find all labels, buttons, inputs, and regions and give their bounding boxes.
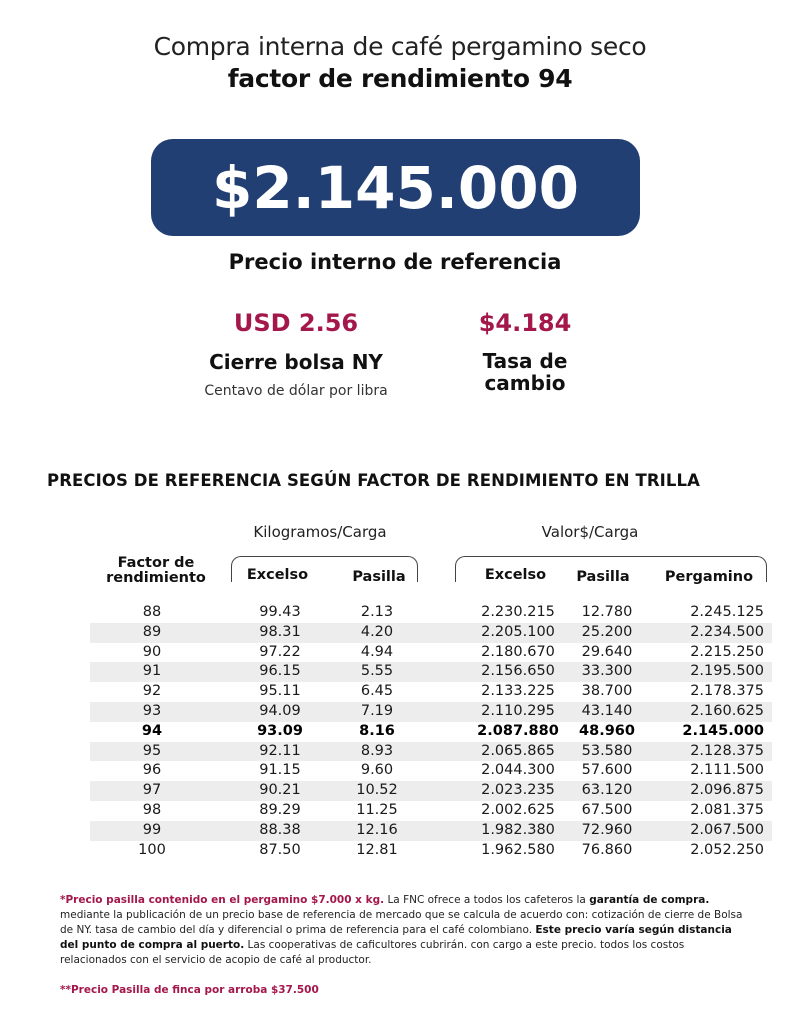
cell-val-pasilla: 25.200 (581, 623, 633, 640)
cell-kg-pasilla: 8.16 (359, 722, 395, 739)
cell-kg-excelso: 92.11 (259, 742, 301, 759)
cell-val-pergamino: 2.128.375 (690, 742, 764, 759)
price-banner (151, 139, 640, 236)
table-section-title: PRECIOS DE REFERENCIA SEGÚN FACTOR DE RENDIMIENTO EN TRILLA (47, 471, 701, 490)
column-header-factor (96, 556, 216, 586)
cell-val-pergamino: 2.052.250 (690, 841, 764, 858)
cell-factor: 88 (142, 604, 162, 620)
cell-val-pasilla: 29.640 (581, 643, 633, 660)
footnote (60, 893, 750, 968)
cell-val-pasilla: 53.580 (581, 742, 633, 759)
cell-kg-excelso: 90.21 (259, 782, 301, 799)
table-row (90, 702, 772, 722)
cell-val-excelso: 1.962.580 (481, 841, 555, 858)
cell-val-excelso: 2.133.225 (481, 683, 555, 700)
cell-kg-pasilla: 4.20 (360, 623, 394, 640)
table-row (90, 623, 772, 643)
cell-kg-pasilla: 9.60 (360, 762, 394, 779)
cell-factor: 90 (142, 643, 162, 660)
cell-factor: 91 (142, 663, 162, 680)
table-row (90, 742, 772, 762)
cell-val-excelso: 2.023.235 (481, 782, 555, 799)
exchange-rate-label-line1: Tasa de (482, 349, 568, 373)
cell-factor: 89 (142, 623, 162, 640)
cell-kg-pasilla: 8.93 (360, 742, 394, 759)
cell-kg-pasilla: 5.55 (360, 663, 394, 680)
footnote-distance: Este precio varía según distancia del punto de compra al puerto. (60, 924, 732, 951)
cell-kg-excelso: 91.15 (259, 762, 301, 779)
cell-val-pergamino: 2.215.250 (690, 643, 764, 660)
cell-kg-excelso: 88.38 (259, 821, 301, 838)
cell-kg-excelso: 97.22 (259, 643, 301, 660)
table-row (90, 761, 772, 781)
price-label: Precio interno de referencia (228, 250, 562, 274)
cell-val-pasilla: 72.960 (581, 821, 633, 838)
cell-val-pergamino: 2.081.375 (690, 801, 764, 818)
cell-kg-excelso: 87.50 (259, 841, 301, 858)
cell-val-pergamino: 2.178.375 (690, 683, 764, 700)
cell-kg-pasilla: 12.81 (356, 841, 398, 858)
cell-factor: 98 (142, 801, 162, 818)
cell-val-excelso: 1.982.380 (481, 821, 555, 838)
exchange-rate-value: $4.184 (478, 309, 572, 337)
cell-kg-pasilla: 11.25 (356, 801, 398, 818)
column-header-kg-pasilla: Pasilla (352, 569, 406, 585)
cell-kg-pasilla: 7.19 (360, 702, 394, 719)
table-row (90, 821, 772, 841)
cell-kg-excelso: 89.29 (259, 801, 301, 818)
page-title-line2: factor de rendimiento 94 (227, 64, 573, 93)
column-header-factor-line1: Factor de (117, 555, 195, 571)
ny-close-sublabel: Centavo de dólar por libra (204, 383, 388, 399)
cell-val-pergamino: 2.111.500 (690, 762, 764, 779)
group-header-value: Valor$/Carga (541, 523, 639, 541)
cell-val-excelso: 2.180.670 (481, 643, 555, 660)
footnote-text-3: Las cooperativas de caficultores cubrirán. con cargo a este precio. todos los costos relacionados con el servicio de acopio de café al productor. (60, 939, 685, 966)
cell-kg-excelso: 94.09 (259, 702, 301, 719)
footnote-pasilla-price: *Precio pasilla contenido en el pergamino $7.000 x kg. (60, 894, 385, 906)
cell-val-excelso: 2.110.295 (481, 702, 555, 719)
table-row (90, 841, 772, 861)
cell-factor: 97 (142, 782, 162, 799)
cell-kg-pasilla: 4.94 (360, 643, 394, 660)
cell-factor: 95 (142, 742, 162, 759)
price-table-body (90, 603, 772, 860)
table-row (90, 801, 772, 821)
cell-val-excelso: 2.156.650 (481, 663, 555, 680)
exchange-rate-label (460, 350, 590, 394)
group-header-kg: Kilogramos/Carga (253, 523, 387, 541)
cell-val-excelso: 2.205.100 (481, 623, 555, 640)
table-row (90, 603, 772, 623)
table-row (90, 682, 772, 702)
cell-val-pergamino: 2.067.500 (690, 821, 764, 838)
page-title-line1: Compra interna de café pergamino seco (153, 32, 647, 61)
column-header-val-excelso: Excelso (484, 567, 547, 583)
cell-val-pergamino: 2.145.000 (682, 722, 764, 739)
cell-val-pasilla: 33.300 (581, 663, 633, 680)
cell-val-pasilla: 48.960 (579, 722, 635, 739)
cell-val-excelso: 2.087.880 (477, 722, 559, 739)
exchange-rate-label-line2: cambio (484, 371, 566, 395)
ny-close-label: Cierre bolsa NY (209, 350, 383, 374)
cell-val-pasilla: 76.860 (581, 841, 633, 858)
cell-val-excelso: 2.230.215 (481, 604, 555, 620)
cell-val-pergamino: 2.195.500 (690, 663, 764, 680)
footnote-text-1: La FNC ofrece a todos los cafeteros la (384, 894, 590, 906)
cell-kg-excelso: 96.15 (259, 663, 301, 680)
table-row (90, 722, 772, 742)
cell-val-pasilla: 57.600 (581, 762, 633, 779)
cell-kg-excelso: 99.43 (259, 604, 301, 620)
cell-val-pasilla: 12.780 (581, 604, 633, 620)
footnote-guarantee: garantía de compra. (589, 894, 710, 906)
cell-factor: 93 (142, 702, 162, 719)
cell-val-excelso: 2.002.625 (481, 801, 555, 818)
footnote-farm-pasilla: **Precio Pasilla de finca por arroba $37.500 (60, 984, 319, 996)
cell-factor: 94 (141, 722, 163, 739)
cell-factor: 100 (138, 841, 166, 858)
cell-val-pasilla: 63.120 (581, 782, 633, 799)
cell-val-pergamino: 2.234.500 (690, 623, 764, 640)
cell-kg-excelso: 98.31 (259, 623, 301, 640)
cell-val-pasilla: 43.140 (581, 702, 633, 719)
cell-factor: 92 (142, 683, 162, 700)
cell-kg-pasilla: 6.45 (360, 683, 394, 700)
table-row (90, 662, 772, 682)
cell-val-pasilla: 67.500 (581, 801, 633, 818)
column-header-val-pergamino: Pergamino (664, 569, 754, 585)
cell-val-excelso: 2.044.300 (481, 762, 555, 779)
table-row (90, 643, 772, 663)
cell-val-pergamino: 2.096.875 (690, 782, 764, 799)
column-header-val-pasilla: Pasilla (576, 569, 630, 585)
price-value: $2.145.000 (212, 153, 579, 222)
footnote-text-2: mediante la publicación de un precio base de referencia de mercado que se calcula de acuerdo con: cotización de cierre de Bolsa de NY. tasa de cambio del día y diferencial o prima de referencia para el café colombiano. (60, 909, 743, 936)
cell-kg-pasilla: 10.52 (356, 782, 398, 799)
cell-kg-pasilla: 12.16 (356, 821, 398, 838)
column-header-kg-excelso: Excelso (246, 567, 309, 583)
cell-val-excelso: 2.065.865 (481, 742, 555, 759)
cell-kg-excelso: 93.09 (257, 722, 303, 739)
cell-val-pasilla: 38.700 (581, 683, 633, 700)
table-row (90, 781, 772, 801)
cell-val-pergamino: 2.160.625 (690, 702, 764, 719)
cell-factor: 99 (142, 821, 162, 838)
cell-factor: 96 (142, 762, 162, 779)
cell-kg-pasilla: 2.13 (360, 604, 394, 620)
cell-val-pergamino: 2.245.125 (690, 604, 764, 620)
column-header-factor-line2: rendimiento (106, 570, 206, 586)
cell-kg-excelso: 95.11 (259, 683, 301, 700)
ny-close-value: USD 2.56 (233, 309, 359, 337)
